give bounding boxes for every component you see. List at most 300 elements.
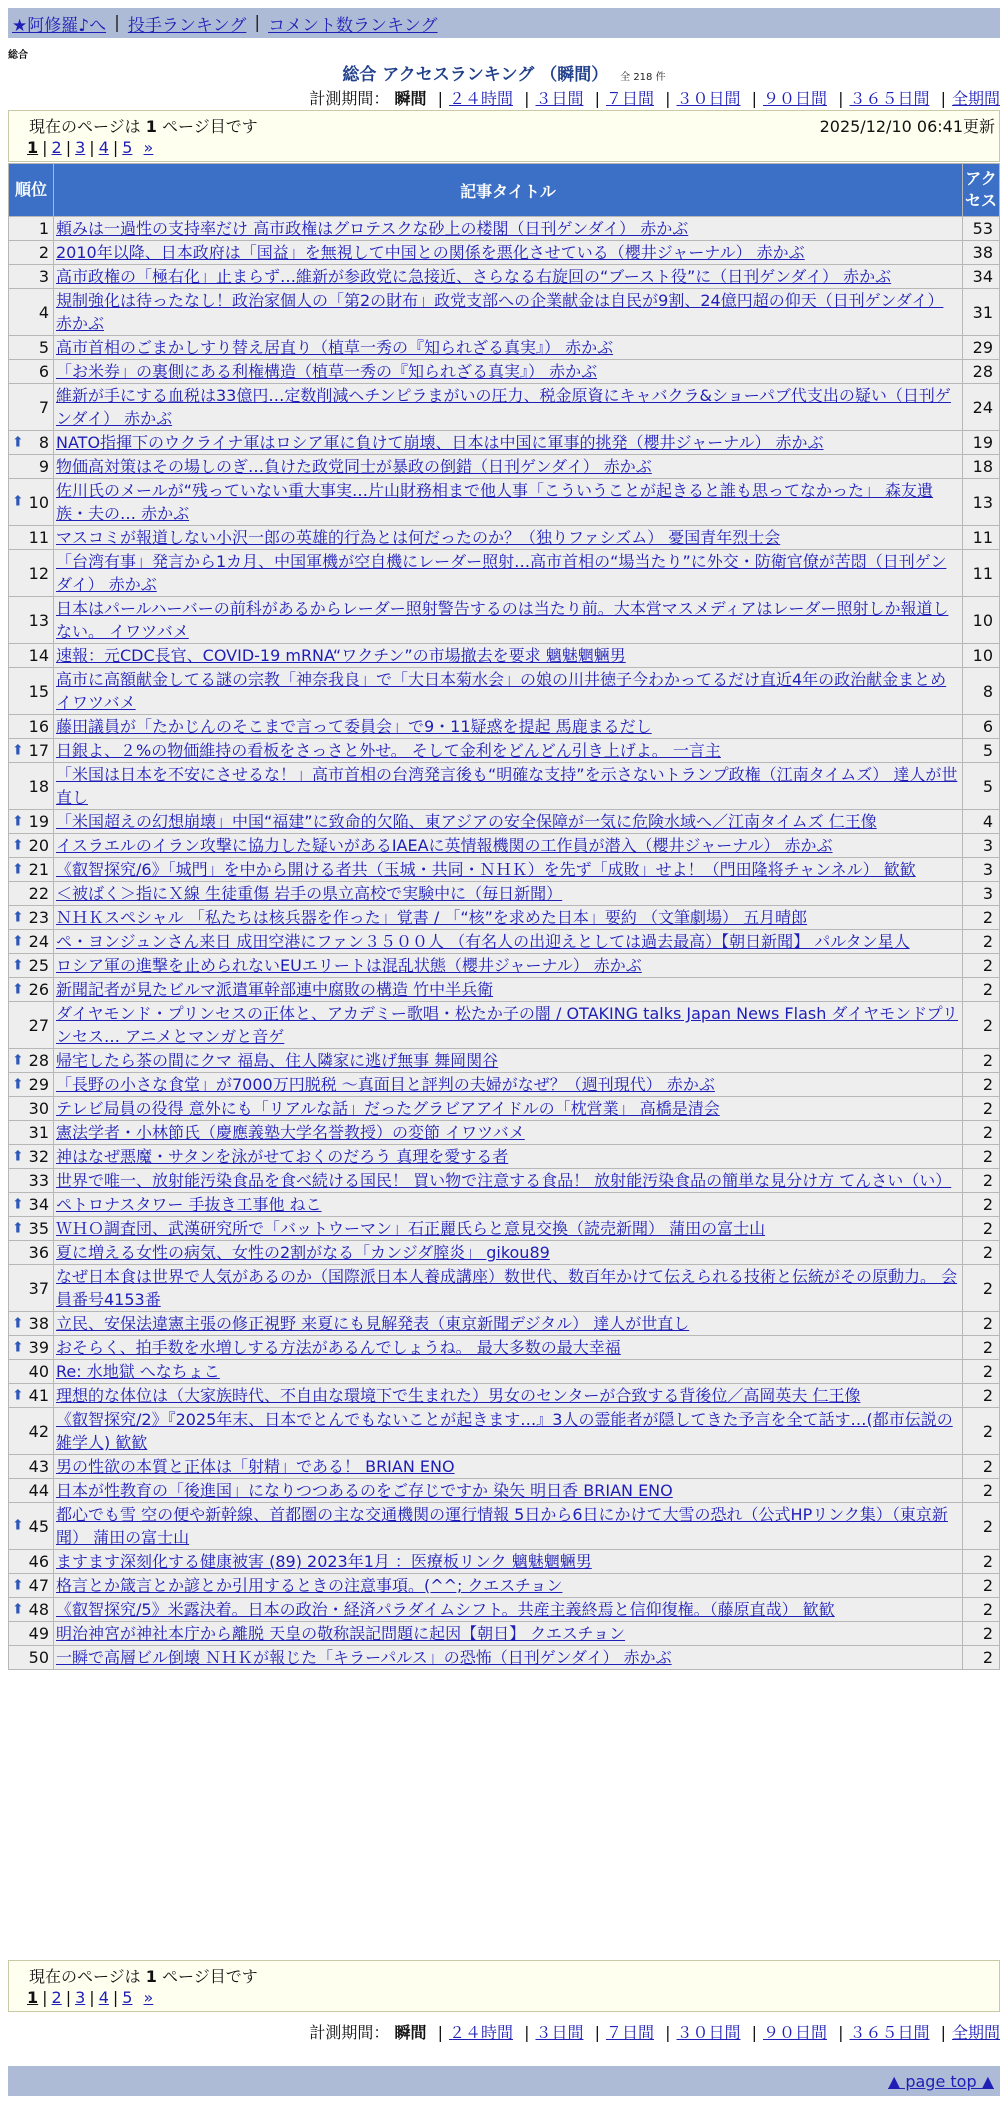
page-text-after: ページ目です	[162, 117, 258, 136]
rank-up-arrow-icon: ⬆	[12, 1517, 24, 1534]
period-separator: |	[838, 89, 844, 108]
title-cell	[54, 1336, 963, 1360]
rank-number: 2	[38, 243, 49, 262]
access-count: 2	[963, 1408, 1000, 1455]
access-count: 4	[963, 810, 1000, 834]
rank-cell	[9, 763, 54, 810]
table-row	[9, 834, 1000, 858]
article-title-link[interactable]: 規制強化は待ったなし！政治家個人の「第2の財布」政党支部への企業献金は自民が9割、24億円超の仰天（日刊ゲンダイ） 赤かぶ	[56, 291, 944, 333]
title-cell	[54, 668, 963, 715]
title-cell	[54, 384, 963, 431]
access-count: 18	[963, 455, 1000, 479]
page-separator: |	[65, 1988, 72, 2007]
period-separator: |	[524, 2023, 530, 2042]
access-count: 28	[963, 360, 1000, 384]
page-link-5[interactable]: 5	[122, 138, 133, 157]
title-cell	[54, 1241, 963, 1265]
title-cell	[54, 431, 963, 455]
table-row	[9, 479, 1000, 526]
total-count: 全 218 件	[620, 72, 666, 83]
period-link-90d[interactable]: ９０日間	[762, 2023, 827, 2042]
page-link-3[interactable]: 3	[75, 1988, 86, 2007]
rank-cell	[9, 858, 54, 882]
access-count: 19	[963, 431, 1000, 455]
table-header-row	[9, 164, 1000, 217]
next-page-link[interactable]: »	[143, 1988, 154, 2007]
article-title-link[interactable]: 日本が性教育の「後進国」になりつつあるのをご存じですか 染矢 明日香 BRIAN ENO	[56, 1481, 673, 1500]
rank-number: 16	[28, 717, 49, 736]
access-count: 2	[963, 930, 1000, 954]
access-count: 2	[963, 1479, 1000, 1503]
rank-number: 14	[28, 646, 49, 665]
rank-number: 38	[28, 1314, 49, 1333]
access-count: 2	[963, 906, 1000, 930]
rank-number: 8	[38, 433, 49, 452]
page-text-before: 現在のページは	[29, 1967, 141, 1986]
access-count: 11	[963, 550, 1000, 597]
title-cell	[54, 1169, 963, 1193]
access-count: 29	[963, 336, 1000, 360]
article-title-link[interactable]: 「長野の小さな食堂」が7000万円脱税 ～真面目と評判の夫婦がなぜ？（週刊現代） 赤かぶ	[56, 1075, 715, 1094]
title-cell	[54, 479, 963, 526]
title-cell	[54, 715, 963, 739]
table-row	[9, 1574, 1000, 1598]
period-link-30d[interactable]: ３０日間	[676, 2023, 741, 2042]
period-link-24h[interactable]: ２４時間	[448, 2023, 513, 2042]
article-title-link[interactable]: 格言とか箴言とか諺とか引用するときの注意事項。(^^; クエスチョン	[56, 1576, 563, 1595]
access-count: 2	[963, 978, 1000, 1002]
access-count: 2	[963, 1241, 1000, 1265]
contrib-ranking-link[interactable]: 投手ランキング	[127, 15, 247, 36]
table-row	[9, 810, 1000, 834]
rank-cell	[9, 715, 54, 739]
rank-number: 4	[38, 302, 49, 322]
access-count: 2	[963, 1002, 1000, 1049]
article-title-link[interactable]: イスラエルのイラン攻撃に協力した疑いがあるIAEAに英情報機関の工作員が潜入（櫻井ジャーナル） 赤かぶ	[56, 836, 833, 855]
page-separator: |	[65, 138, 72, 157]
rank-cell	[9, 1169, 54, 1193]
table-row	[9, 1073, 1000, 1097]
rank-number: 27	[28, 1015, 49, 1035]
rank-number: 10	[28, 492, 49, 512]
access-count: 2	[963, 1193, 1000, 1217]
comment-ranking-link[interactable]: コメント数ランキング	[268, 15, 438, 36]
title-cell	[54, 834, 963, 858]
rank-cell	[9, 1574, 54, 1598]
rank-cell	[9, 1145, 54, 1169]
table-row	[9, 336, 1000, 360]
article-title-link[interactable]: 藤田議員が「たかじんのそこまで言って委員会」で9・11疑惑を提起 馬鹿まるだし	[56, 717, 652, 736]
article-title-link[interactable]: ロシア軍の進撃を止められないEUエリートは混乱状態（櫻井ジャーナル） 赤かぶ	[56, 956, 642, 975]
title-cell	[54, 455, 963, 479]
title-cell	[54, 1265, 963, 1312]
table-row	[9, 882, 1000, 906]
rank-number: 24	[28, 932, 49, 951]
page-title-row	[0, 60, 1008, 85]
article-title-link[interactable]: 維新が手にする血税は33億円…定数削減ヘチンピラまがいの圧力、税金原資にキャバクラ&ショーパブ代支出の疑い（日刊ゲンダイ） 赤かぶ	[56, 386, 951, 428]
access-count: 11	[963, 526, 1000, 550]
rank-cell	[9, 1312, 54, 1336]
rank-number: 5	[38, 338, 49, 357]
access-count: 2	[963, 1265, 1000, 1312]
title-cell	[54, 954, 963, 978]
rank-number: 17	[28, 741, 49, 760]
rank-cell	[9, 739, 54, 763]
period-current: 瞬間	[394, 2023, 427, 2042]
category-label: 総合	[8, 50, 28, 61]
rank-cell	[9, 882, 54, 906]
period-separator: |	[751, 89, 757, 108]
period-current: 瞬間	[394, 89, 427, 108]
table-row	[9, 1217, 1000, 1241]
table-row	[9, 597, 1000, 644]
article-title-link[interactable]: 速報：元CDC長官、COVID-19 mRNA“ワクチン”の市場撤去を要求 魑魅魍魎男	[56, 646, 626, 665]
rank-number: 42	[28, 1421, 49, 1441]
rank-up-arrow-icon: ⬆	[12, 1387, 24, 1403]
title-cell	[54, 597, 963, 644]
title-cell	[54, 1145, 963, 1169]
rank-cell	[9, 526, 54, 550]
title-cell	[54, 1479, 963, 1503]
title-cell	[54, 978, 963, 1002]
access-count: 2	[963, 1312, 1000, 1336]
title-cell	[54, 1598, 963, 1622]
rank-cell	[9, 1550, 54, 1574]
rank-number: 25	[28, 956, 49, 975]
article-title-link[interactable]: 「台湾有事」発言から1カ月、中国軍機が空自機にレーダー照射…高市首相の“場当たり”に外交・防衛官僚が苦悶（日刊ゲンダイ） 赤かぶ	[56, 552, 947, 594]
table-row	[9, 1312, 1000, 1336]
title-cell	[54, 1002, 963, 1049]
article-title-link[interactable]: 2010年以降、日本政府は「国益」を無視して中国との関係を悪化させている（櫻井ジャーナル） 赤かぶ	[56, 243, 805, 262]
article-title-link[interactable]: Re: 水地獄 へなちょこ	[56, 1362, 220, 1381]
access-count: 2	[963, 1336, 1000, 1360]
article-title-link[interactable]: 「米国は日本を不安にさせるな！」高市首相の台湾発言後も“明確な支持”を示さないトランプ政権（江南タイムズ） 達人が世直し	[56, 765, 958, 807]
rank-up-arrow-icon: ⬆	[12, 434, 24, 450]
rank-cell	[9, 384, 54, 431]
table-row	[9, 978, 1000, 1002]
article-title-link[interactable]: 神はなぜ悪魔・サタンを泳がせておくのだろう 真理を愛する者	[56, 1147, 509, 1166]
table-row	[9, 930, 1000, 954]
article-title-link[interactable]: 《叡智探究/6》「城門」を中から開ける者共（玉城・共同・ＮＨＫ）を先ず「成敗」せよ！（門田隆将チャンネル） 歓歓	[56, 860, 916, 879]
article-title-link[interactable]: ペトロナスタワー 手抜き工事他 ねこ	[56, 1195, 322, 1214]
page-top-link[interactable]: ▲ page top ▲	[887, 2072, 994, 2091]
page-1-current: 1	[27, 138, 39, 157]
rank-cell	[9, 289, 54, 336]
col-access-header: アクセス	[963, 164, 1000, 217]
access-count: 2	[963, 1622, 1000, 1646]
period-link-24h[interactable]: ２４時間	[448, 89, 513, 108]
rank-cell	[9, 1336, 54, 1360]
rank-number: 32	[28, 1147, 49, 1166]
period-link-all[interactable]: 全期間	[951, 2023, 1000, 2042]
article-title-link[interactable]: ダイヤモンド・プリンセスの正体と、アカデミー歌唱・松たか子の闇 / OTAKING talks Japan News Flash ダイヤモンドプリンセス… アニメとマンガと音ゲ	[56, 1004, 958, 1046]
rank-cell	[9, 336, 54, 360]
title-cell	[54, 1121, 963, 1145]
access-count: 2	[963, 1049, 1000, 1073]
period-separator: |	[665, 2023, 671, 2042]
rank-number: 50	[28, 1648, 49, 1667]
col-rank-header: 順位	[9, 164, 54, 217]
table-row	[9, 668, 1000, 715]
table-row	[9, 455, 1000, 479]
rank-number: 18	[28, 776, 49, 796]
rank-cell	[9, 1360, 54, 1384]
table-row	[9, 265, 1000, 289]
table-row	[9, 1265, 1000, 1312]
rank-cell	[9, 1097, 54, 1121]
title-cell	[54, 1503, 963, 1550]
title-cell	[54, 930, 963, 954]
access-count: 2	[963, 1073, 1000, 1097]
page-link-2[interactable]: 2	[51, 1988, 62, 2007]
access-count: 2	[963, 1169, 1000, 1193]
article-title-link[interactable]: 日銀よ、２%の物価維持の看板をさっさと外せ。 そして金利をどんどん引き上げよ。 一言主	[56, 741, 721, 760]
rank-number: 26	[28, 980, 49, 999]
rank-number: 13	[28, 610, 49, 630]
top-nav-bar	[8, 8, 1000, 38]
rank-cell	[9, 978, 54, 1002]
article-title-link[interactable]: 新聞記者が見たビルマ派遣軍幹部連中腐敗の構造 竹中半兵衛	[56, 980, 494, 999]
rank-number: 47	[28, 1576, 49, 1595]
rank-cell	[9, 1598, 54, 1622]
access-count: 2	[963, 1217, 1000, 1241]
article-title-link[interactable]: ＷＨＯ調査団、武漢研究所で「バットウーマン」石正麗氏らと意見交換（読売新聞） 蒲田の富士山	[56, 1219, 766, 1238]
title-cell	[54, 1550, 963, 1574]
article-title-link[interactable]: 理想的な体位は（大家族時代、不自由な環境下で生まれた）男女のセンターが合致する背後位／高岡英夫 仁王像	[56, 1386, 861, 1405]
access-count: 5	[963, 739, 1000, 763]
rank-number: 44	[28, 1481, 49, 1500]
rank-cell	[9, 834, 54, 858]
access-count: 5	[963, 763, 1000, 810]
article-title-link[interactable]: 頼みは一過性の支持率だけ 高市政権はグロテスクな砂上の楼閣（日刊ゲンダイ） 赤かぶ	[56, 219, 689, 238]
page-link-5[interactable]: 5	[122, 1988, 133, 2007]
period-link-3d[interactable]: ３日間	[535, 2023, 584, 2042]
rank-cell	[9, 455, 54, 479]
period-link-3d[interactable]: ３日間	[535, 89, 584, 108]
rank-number: 11	[28, 528, 49, 547]
article-title-link[interactable]: 都心でも雪 空の便や新幹線、首都圏の主な交通機関の運行情報 5日から6日にかけて大雪の恐れ（公式HPリンク集）（東京新聞） 蒲田の富士山	[56, 1505, 948, 1547]
article-title-link[interactable]: 「米国超えの幻想崩壊」中国“福建”に致命的欠陥、東アジアの安全保障が一気に危険水域へ／江南タイムズ 仁王像	[56, 812, 877, 831]
rank-cell	[9, 1455, 54, 1479]
rank-number: 19	[28, 812, 49, 831]
rank-cell	[9, 668, 54, 715]
rank-cell	[9, 954, 54, 978]
article-title-link[interactable]: 高市政権の「極右化」止まらず…維新が参政党に急接近、さらなる右旋回の“ブースト役”に（日刊ゲンダイ） 赤かぶ	[56, 267, 892, 286]
title-cell	[54, 360, 963, 384]
table-row	[9, 763, 1000, 810]
access-count: 2	[963, 1455, 1000, 1479]
rank-up-arrow-icon: ⬆	[12, 1148, 24, 1164]
current-page-text	[29, 1964, 258, 1987]
title-cell	[54, 739, 963, 763]
rank-up-arrow-icon: ⬆	[12, 837, 24, 853]
updated-timestamp: 2025/12/10 06:41更新	[819, 117, 995, 136]
title-cell	[54, 763, 963, 810]
title-cell	[54, 217, 963, 241]
period-separator: |	[524, 89, 530, 108]
rank-number: 6	[38, 362, 49, 381]
next-page-link[interactable]: »	[143, 138, 154, 157]
title-cell	[54, 1097, 963, 1121]
rank-up-arrow-icon: ⬆	[12, 1220, 24, 1236]
access-count: 3	[963, 834, 1000, 858]
rank-up-arrow-icon: ⬆	[12, 909, 24, 925]
rank-up-arrow-icon: ⬆	[12, 1339, 24, 1355]
title-cell	[54, 265, 963, 289]
table-row	[9, 954, 1000, 978]
table-row	[9, 1622, 1000, 1646]
rank-cell	[9, 810, 54, 834]
period-label: 計測期間：	[309, 2023, 390, 2042]
table-row	[9, 858, 1000, 882]
period-selector-bottom	[309, 2020, 1000, 2043]
rank-number: 39	[28, 1338, 49, 1357]
title-cell	[54, 1574, 963, 1598]
table-row	[9, 1384, 1000, 1408]
title-cell	[54, 644, 963, 668]
rank-up-arrow-icon: ⬆	[12, 493, 24, 510]
rank-number: 7	[38, 397, 49, 417]
rank-cell	[9, 1002, 54, 1049]
rank-cell	[9, 1265, 54, 1312]
home-link[interactable]: ★阿修羅♪へ	[12, 15, 107, 36]
page-link-4[interactable]: 4	[98, 138, 109, 157]
period-link-90d[interactable]: ９０日間	[762, 89, 827, 108]
table-row	[9, 1550, 1000, 1574]
article-title-link[interactable]: 高市に高額献金してる謎の宗教「神奈我良」で「大日本菊水会」の娘の川井徳子今わかってるだけ直近4年の政治献金まとめ イワツバメ	[56, 670, 947, 712]
article-title-link[interactable]: 憲法学者・小林節氏（慶應義塾大学名誉教授）の変節 イワツバメ	[56, 1123, 525, 1142]
rank-cell	[9, 1241, 54, 1265]
article-title-link[interactable]: ＮＨＫスペシャル 「私たちは核兵器を作った」覚書 / 「“核”を求めた日本」要約 （文筆劇場） 五月晴郎	[56, 908, 808, 927]
rank-number: 49	[28, 1624, 49, 1643]
title-cell	[54, 1217, 963, 1241]
article-title-link[interactable]: 物価高対策はその場しのぎ…負けた政党同士が暴政の倒錯（日刊ゲンダイ） 赤かぶ	[56, 457, 652, 476]
article-title-link[interactable]: 佐川氏のメールが“残っていない重大事実…片山財務相まで他人事「こういうことが起きると誰も思ってなかった」 森友遺族・夫の… 赤かぶ	[56, 481, 934, 523]
rank-up-arrow-icon: ⬆	[12, 933, 24, 949]
article-title-link[interactable]: ますます深刻化する健康被害 (89) 2023年1月 ：医療板リンク 魑魅魍魎男	[56, 1552, 592, 1571]
article-title-link[interactable]: 男の性欲の本質と正体は「射精」である！ BRIAN ENO	[56, 1457, 455, 1476]
table-row	[9, 1336, 1000, 1360]
page-info-bottom	[8, 1960, 1000, 2012]
title-cell	[54, 1622, 963, 1646]
ranking-table	[8, 163, 1000, 1670]
table-row	[9, 1455, 1000, 1479]
title-cell	[54, 1646, 963, 1670]
article-title-link[interactable]: 一瞬で高層ビル倒壊 ＮＨＫが報じた「キラーパルス」の恐怖（日刊ゲンダイ） 赤かぶ	[56, 1648, 672, 1667]
period-link-7d[interactable]: ７日間	[605, 89, 654, 108]
access-count: 2	[963, 1097, 1000, 1121]
period-link-all[interactable]: 全期間	[951, 89, 1000, 108]
access-count: 2	[963, 1145, 1000, 1169]
rank-number: 23	[28, 908, 49, 927]
rank-cell	[9, 1479, 54, 1503]
page-1-current: 1	[27, 1988, 39, 2007]
page-separator: |	[42, 138, 48, 157]
article-title-link[interactable]: ペ・ヨンジュンさん来日 成田空港にファン３５００人 （有名人の出迎えとしては過去最高）【朝日新聞】 パルタン星人	[56, 932, 910, 951]
article-title-link[interactable]: 《叡智探究/5》米露決着。日本の政治・経済パラダイムシフト。共産主義終焉と信仰復権。（藤原直哉） 歓歓	[56, 1600, 835, 1619]
rank-number: 46	[28, 1552, 49, 1571]
title-cell	[54, 882, 963, 906]
article-title-link[interactable]: 夏に増える女性の病気、女性の2割がなる「カンジダ膣炎」 gikou89	[56, 1243, 550, 1262]
article-title-link[interactable]: 高市首相のごまかしすり替え居直り（植草一秀の『知られざる真実』） 赤かぶ	[56, 338, 614, 357]
article-title-link[interactable]: ＜被ばく＞指にＸ線 生徒重傷 岩手の県立高校で実験中に（毎日新聞）	[56, 884, 563, 903]
title-cell	[54, 1455, 963, 1479]
rank-number: 37	[28, 1278, 49, 1298]
article-title-link[interactable]: なぜ日本食は世界で人気があるのか（国際派日本人養成講座）数世代、数百年かけて伝えられる技術と伝統がその原動力。 会員番号4153番	[56, 1267, 958, 1309]
access-count: 2	[963, 1574, 1000, 1598]
table-row	[9, 715, 1000, 739]
rank-up-arrow-icon: ⬆	[12, 1601, 24, 1617]
period-link-365d[interactable]: ３６５日間	[849, 2023, 930, 2042]
page-separator: |	[112, 1988, 119, 2007]
table-row	[9, 1503, 1000, 1550]
article-title-link[interactable]: おそらく、拍手数を水増しする方法があるんでしょうね。 最大多数の最大幸福	[56, 1338, 621, 1357]
table-row	[9, 1049, 1000, 1073]
period-separator: |	[838, 2023, 844, 2042]
article-title-link[interactable]: 帰宅したら茶の間にクマ 福島、住人隣家に逃げ無事 舞岡関谷	[56, 1051, 499, 1070]
article-title-link[interactable]: NATO指揮下のウクライナ軍はロシア軍に負けて崩壊、日本は中国に軍事的挑発（櫻井ジャーナル） 赤かぶ	[56, 433, 824, 452]
table-row	[9, 289, 1000, 336]
rank-up-arrow-icon: ⬆	[12, 1196, 24, 1212]
period-link-365d[interactable]: ３６５日間	[849, 89, 930, 108]
article-title-link[interactable]: 日本はパールハーバーの前科があるからレーダー照射警告するのは当たり前。大本営マスメディアはレーダー照射しか報道しない。 イワツバメ	[56, 599, 949, 641]
rank-number: 22	[28, 884, 49, 903]
rank-number: 31	[28, 1123, 49, 1142]
rank-number: 43	[28, 1457, 49, 1476]
access-count: 2	[963, 1598, 1000, 1622]
rank-up-arrow-icon: ⬆	[12, 742, 24, 758]
access-count: 2	[963, 1360, 1000, 1384]
article-title-link[interactable]: 明治神宮が神社本庁から離脱 天皇の敬称誤記問題に起因【朝日】 クエスチョン	[56, 1624, 626, 1643]
page-link-2[interactable]: 2	[51, 138, 62, 157]
rank-cell	[9, 597, 54, 644]
table-row	[9, 1479, 1000, 1503]
table-row	[9, 384, 1000, 431]
page-link-3[interactable]: 3	[75, 138, 86, 157]
access-count: 2	[963, 1121, 1000, 1145]
article-title-link[interactable]: 立民、安保法違憲主張の修正視野 来夏にも見解発表（東京新聞デジタル） 達人が世直し	[56, 1314, 690, 1333]
period-separator: |	[940, 89, 946, 108]
rank-number: 40	[28, 1362, 49, 1381]
period-separator: |	[594, 89, 600, 108]
rank-number: 20	[28, 836, 49, 855]
rank-number: 28	[28, 1051, 49, 1070]
article-title-link[interactable]: マスコミが報道しない小沢一郎の英雄的行為とは何だったのか？（独りファシズム） 憂国青年烈士会	[56, 528, 781, 547]
article-title-link[interactable]: 《叡智探究/2》『2025年末、日本でとんでもないことが起きます…』3人の霊能者が隠してきた予言を全て話す…(都市伝説の雑学人) 歓歓	[56, 1410, 953, 1452]
rank-number: 29	[28, 1075, 49, 1094]
rank-cell	[9, 1408, 54, 1455]
rank-number: 1	[38, 219, 49, 238]
access-count: 31	[963, 289, 1000, 336]
table-row	[9, 1169, 1000, 1193]
article-title-link[interactable]: 「お米券」の裏側にある利権構造（植草一秀の『知られざる真実』） 赤かぶ	[56, 362, 598, 381]
access-count: 3	[963, 858, 1000, 882]
title-cell	[54, 1384, 963, 1408]
title-cell	[54, 550, 963, 597]
period-link-7d[interactable]: ７日間	[605, 2023, 654, 2042]
access-count: 13	[963, 479, 1000, 526]
rank-cell	[9, 241, 54, 265]
access-count: 2	[963, 1503, 1000, 1550]
title-cell	[54, 1073, 963, 1097]
article-title-link[interactable]: テレビ局員の役得 意外にも「リアルな話」だったグラビアアイドルの「枕営業」 高橋是清会	[56, 1099, 720, 1118]
page-title: 総合 アクセスランキング （瞬間）	[342, 65, 609, 85]
period-link-30d[interactable]: ３０日間	[676, 89, 741, 108]
article-title-link[interactable]: 世界で唯一、放射能汚染食品を食べ続ける国民！ 買い物で注意する食品！ 放射能汚染食品の簡単な見分け方 てんさい（い）	[56, 1171, 952, 1190]
page-link-4[interactable]: 4	[98, 1988, 109, 2007]
table-row	[9, 431, 1000, 455]
rank-cell	[9, 1384, 54, 1408]
